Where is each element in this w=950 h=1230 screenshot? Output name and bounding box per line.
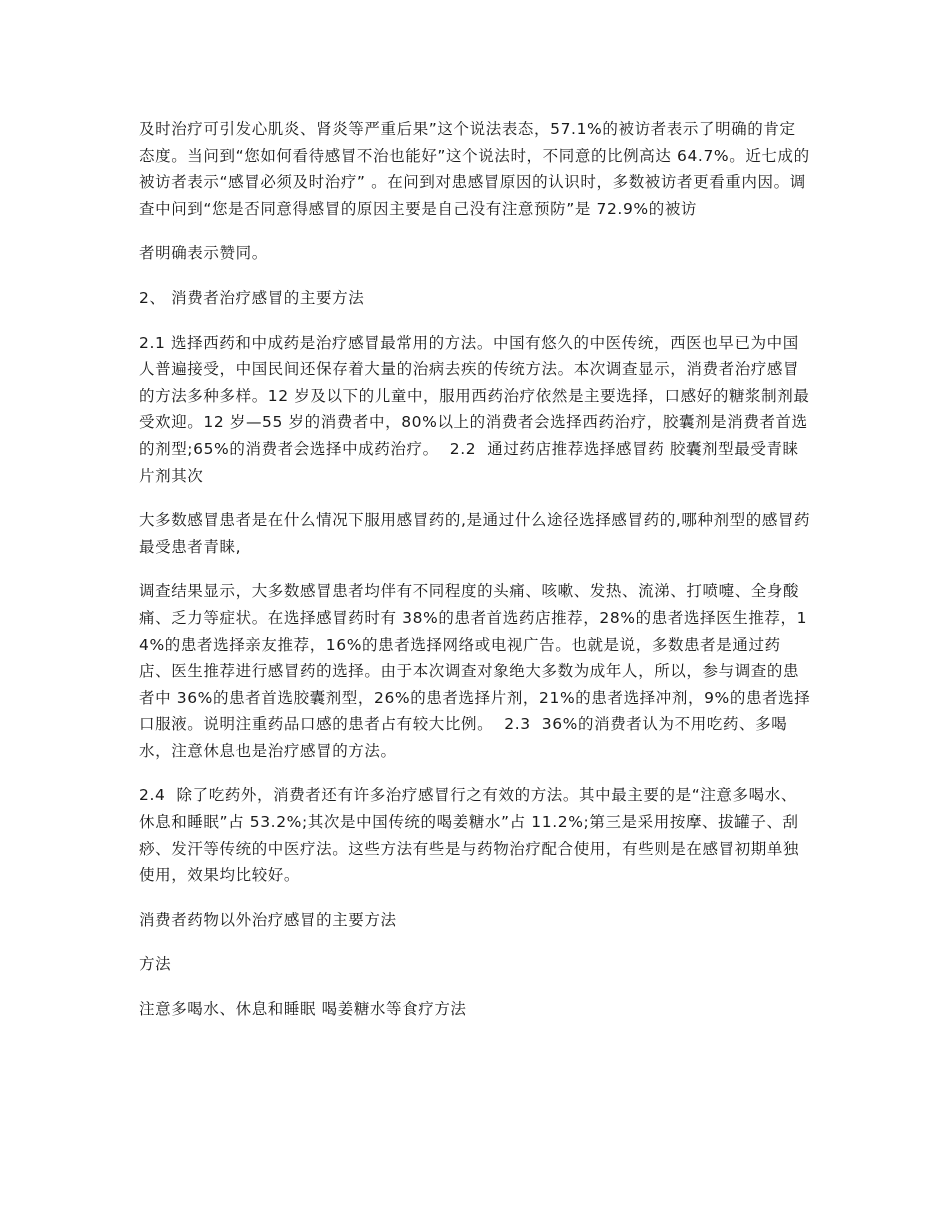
section-heading-treatment-methods: 2、 消费者治疗感冒的主要方法 xyxy=(139,288,365,307)
paragraph-survey-results: 调查结果显示，大多数感冒患者均伴有不同程度的头痛、咳嗽、发热、流涕、打喷嚏、全身酸痛、乏力等症状。在选择感冒药时有 38%的患者首选药店推荐，28%的患者选择医生推荐，14%的患者选择亲友推荐，16%的患者选择网络或电视广告。也就是说，多数患者是通过药店、医生推荐进行感冒药的选择。由于本次调查对象绝大多数为成年人，所以，参与调查的患者中 36%的患者首选胶囊剂型，26%的患者选择片剂，21%的患者选择冲剂，9%的患者选择口服液。说明注重药品口感的患者占有较大比例。 2.3 36%的消费者认为不用吃药、多喝水，注意休息也是治疗感冒的方法。 xyxy=(139,582,811,760)
table-caption: 消费者药物以外治疗感冒的主要方法 xyxy=(139,910,397,929)
document-body xyxy=(139,116,811,1041)
paragraph-continuation: 者明确表示赞同。 xyxy=(139,244,268,263)
table-header-method: 方法 xyxy=(139,955,172,974)
paragraph-2-1-western-chinese-medicine: 2.1 选择西药和中成药是治疗感冒最常用的方法。中国有悠久的中医传统，西医也早已为中国人普遍接受，中国民间还保存着大量的治病去疾的传统方法。本次调查显示，消费者治疗感冒的方法多种多样。12 岁及以下的儿童中，服用西药治疗依然是主要选择，口感好的糖浆制剂最受欢迎。12 岁—55 岁的消费者中，80%以上的消费者会选择西药治疗，胶囊剂是消费者首选的剂型;65%的消费者会选择中成药治疗。 2.2 通过药店推荐选择感冒药 胶囊剂型最受青睐 片剂其次 xyxy=(139,333,810,485)
table-row-methods: 注意多喝水、休息和睡眠 喝姜糖水等食疗方法 xyxy=(139,1000,467,1019)
paragraph-selection-question: 大多数感冒患者是在什么情况下服用感冒药的,是通过什么途径选择感冒药的,哪种剂型的感冒药最受患者青睐, xyxy=(139,511,811,556)
paragraph-2-4-other-methods: 2.4 除了吃药外，消费者还有许多治疗感冒行之有效的方法。其中最主要的是“注意多喝水、休息和睡眠”占 53.2%;其次是中国传统的喝姜糖水”占 11.2%;第三是采用按摩、拔罐子、刮痧、发汗等传统的中医疗法。这些方法有些是与药物治疗配合使用，有些则是在感冒初期单独使用，效果均比较好。 xyxy=(139,786,800,885)
paragraph-survey-attitudes: 及时治疗可引发心肌炎、肾炎等严重后果”这个说法表态，57.1%的被访者表示了明确的肯定态度。当问到“您如何看待感冒不治也能好”这个说法时，不同意的比例高达 64.7%。近七成的被访者表示“感冒必须及时治疗” 。在问到对患感冒原因的认识时，多数被访者更看重内因。调查中问到“您是否同意得感冒的原因主要是自己没有注意预防”是 72.9%的被访 xyxy=(139,120,810,218)
